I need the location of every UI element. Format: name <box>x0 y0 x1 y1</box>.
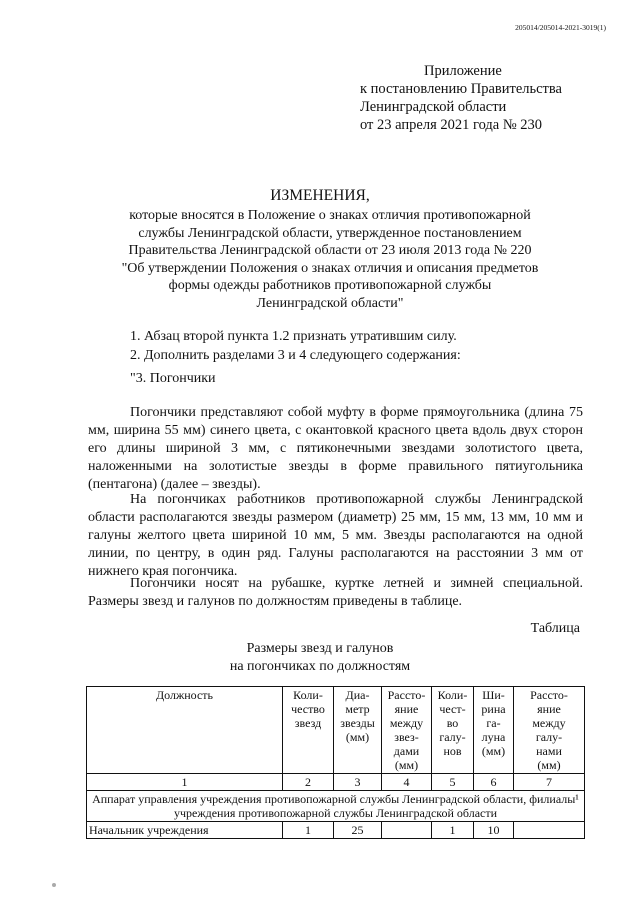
document-title: ИЗМЕНЕНИЯ, <box>270 187 370 204</box>
paragraph-wearing: Погончики носят на рубашке, куртке летней и зимней специальной. Размеры звезд и галунов по должностям приведены в таблице. <box>88 576 583 609</box>
header-position: Должность <box>87 687 283 774</box>
table-row <box>87 822 585 839</box>
appendix-line-3: Ленинградской области <box>360 99 507 115</box>
item-2: 2. Дополнить разделами 3 и 4 следующего содержания: <box>130 348 461 363</box>
subtitle-line: Ленинградской области" <box>256 295 404 311</box>
table-caption <box>150 640 490 676</box>
column-number: 1 <box>87 774 283 791</box>
table-section-title: Аппарат управления учреждения противопожарной службы Ленинградской области, филиалы¹ учреждения противопожарной службы Ленинградской области <box>87 791 585 822</box>
header-star-distance: Рассто- яние между звез- дами (мм) <box>382 687 432 774</box>
header-star-count: Коли- чество звезд <box>283 687 334 774</box>
table-number-row <box>87 774 585 791</box>
section-3-heading: "3. Погончики <box>130 371 216 386</box>
header-galloon-width: Ши- рина га- луна (мм) <box>474 687 514 774</box>
column-number: 3 <box>334 774 382 791</box>
header-star-diameter: Диа- метр звезды (мм) <box>334 687 382 774</box>
cell-galloon-count: 1 <box>432 822 474 839</box>
subtitle-line: Правительства Ленинградской области от 23 июля 2013 года № 220 <box>128 243 532 258</box>
appendix-label: Приложение <box>424 63 502 79</box>
cell-galloon-distance <box>514 822 585 839</box>
table-label: Таблица <box>530 621 580 636</box>
header-galloon-distance: Рассто- яние между галу- нами (мм) <box>514 687 585 774</box>
table-caption-line: на погончиках по должностям <box>229 659 411 674</box>
column-number: 6 <box>474 774 514 791</box>
paragraph-placement: На погончиках работников противопожарной службы Ленинградской области располагаются звезды размером (диаметр) 25 мм, 15 мм, 13 мм, 10 мм и галуны желтого цвета шириной 10 мм, 5 мм. Звезды располагаются на одной линии, по центру, в один ряд. Галуны располагаются на расстоянии 3 мм от нижнего края погончика. <box>88 492 583 579</box>
scan-speck <box>52 883 56 887</box>
cell-star-diameter: 25 <box>334 822 382 839</box>
subtitle-line: которые вносятся в Положение о знаках отличия противопожарной <box>129 208 531 223</box>
header-galloon-count: Коли- чест- во галу- нов <box>432 687 474 774</box>
appendix-header <box>360 62 562 134</box>
subtitle-line: службы Ленинградской области, утвержденное постановлением <box>138 225 522 241</box>
table-header-row <box>87 687 585 774</box>
sizes-table <box>86 686 585 839</box>
paragraph-description: Погончики представляют собой муфту в форме прямоугольника (длина 75 мм, ширина 55 мм) синего цвета, с окантовкой красного цвета вдоль двух сторон его длины шириной 3 мм, с пятиконечными звездами золотистого цвета, наложенными на золотистые звезды в форме правильного пятиугольника (пентагона) (далее – звезды). <box>88 405 583 492</box>
cell-position: Начальник учреждения <box>87 822 283 839</box>
appendix-date: от 23 апреля 2021 года № 230 <box>360 117 543 133</box>
cell-galloon-width: 10 <box>474 822 514 839</box>
cell-star-count: 1 <box>283 822 334 839</box>
column-number: 7 <box>514 774 585 791</box>
table-section-row <box>87 791 585 822</box>
document-id: 205014/205014-2021-3019(1) <box>515 23 606 32</box>
cell-star-distance <box>382 822 432 839</box>
column-number: 2 <box>283 774 334 791</box>
item-1: 1. Абзац второй пункта 1.2 признать утратившим силу. <box>130 329 457 344</box>
column-number: 5 <box>432 774 474 791</box>
subtitle-line: формы одежды работников противопожарной службы <box>168 278 492 293</box>
column-number: 4 <box>382 774 432 791</box>
table-caption-line: Размеры звезд и галунов <box>246 641 394 656</box>
appendix-line-2: к постановлению Правительства <box>360 81 562 97</box>
document-subtitle <box>80 207 580 312</box>
subtitle-line: "Об утверждении Положения о знаках отличия и описания предметов <box>121 260 539 276</box>
